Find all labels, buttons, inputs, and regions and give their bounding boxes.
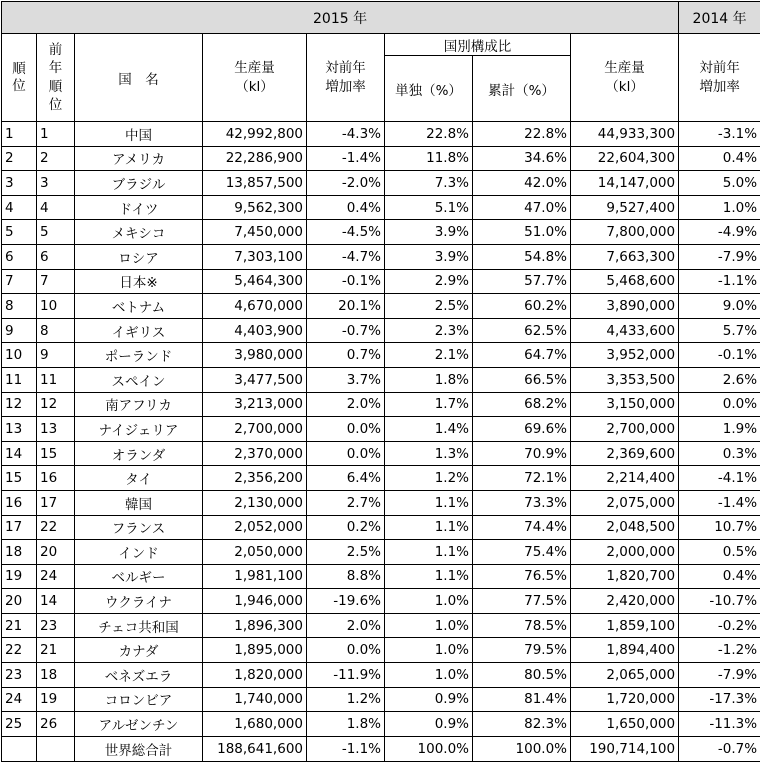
prev-rank-cell: 5 [37,220,75,245]
yoy-cell: 2.7% [307,490,385,515]
yoy-2014-cell: 0.4% [679,146,760,171]
share-single-cell: 1.0% [385,589,473,614]
header-prev-rank: 前 年 順 位 [37,34,75,122]
yoy-cell: -11.9% [307,663,385,688]
country-cell: インド [75,540,203,565]
share-single-cell: 2.1% [385,343,473,368]
production-2014-cell: 4,433,600 [571,318,679,343]
yoy-cell: -1.4% [307,146,385,171]
header-yoy-2015: 対前年 増加率 [307,34,385,122]
yoy-cell: -4.3% [307,122,385,147]
share-cumulative-cell: 78.5% [473,613,571,638]
yoy-cell: -4.7% [307,244,385,269]
share-single-cell: 2.3% [385,318,473,343]
share-cumulative-cell: 22.8% [473,122,571,147]
yoy-2014-cell: -4.1% [679,466,760,491]
rank-cell: 10 [2,343,37,368]
country-cell: チェコ共和国 [75,613,203,638]
yoy-cell: -4.5% [307,220,385,245]
rank-cell: 14 [2,441,37,466]
prev-rank-cell: 4 [37,195,75,220]
total-prev-rank-cell [37,736,75,762]
table-row [2,417,760,442]
yoy-2014-cell: -7.9% [679,244,760,269]
rank-cell: 3 [2,171,37,196]
country-cell: ベネズエラ [75,663,203,688]
prev-rank-cell: 3 [37,171,75,196]
header-production-2014: 生産量 （kl） [571,34,679,122]
rank-cell: 5 [2,220,37,245]
production-2014-cell: 1,650,000 [571,712,679,737]
table-row [2,195,760,220]
prev-rank-cell: 20 [37,540,75,565]
share-single-cell: 0.9% [385,712,473,737]
table-row [2,564,760,589]
yoy-cell: 1.2% [307,687,385,712]
production-2014-cell: 2,000,000 [571,540,679,565]
country-cell: オランダ [75,441,203,466]
production-cell: 1,895,000 [203,638,307,663]
prev-rank-cell: 23 [37,613,75,638]
total-production-cell: 188,641,600 [203,736,307,762]
rank-cell: 2 [2,146,37,171]
country-cell: ポーランド [75,343,203,368]
yoy-cell: 0.7% [307,343,385,368]
yoy-cell: 6.4% [307,466,385,491]
yoy-2014-cell: -11.3% [679,712,760,737]
rank-cell: 9 [2,318,37,343]
rank-cell: 4 [2,195,37,220]
yoy-cell: 0.2% [307,515,385,540]
yoy-2014-cell: 0.0% [679,392,760,417]
yoy-2014-cell: -10.7% [679,589,760,614]
share-single-cell: 3.9% [385,244,473,269]
production-cell: 9,562,300 [203,195,307,220]
production-2014-cell: 3,150,000 [571,392,679,417]
yoy-cell: -19.6% [307,589,385,614]
header-country: 国 名 [75,34,203,122]
yoy-2014-cell: -17.3% [679,687,760,712]
table-row [2,367,760,392]
yoy-cell: -0.1% [307,269,385,294]
production-2014-cell: 2,048,500 [571,515,679,540]
table-row [2,589,760,614]
share-single-cell: 1.0% [385,663,473,688]
yoy-2014-cell: -1.4% [679,490,760,515]
table-row [2,244,760,269]
yoy-2014-cell: 5.0% [679,171,760,196]
share-cumulative-cell: 66.5% [473,367,571,392]
share-cumulative-cell: 51.0% [473,220,571,245]
share-cumulative-cell: 70.9% [473,441,571,466]
production-cell: 3,213,000 [203,392,307,417]
yoy-cell: 2.5% [307,540,385,565]
total-yoy-cell: -1.1% [307,736,385,762]
rank-cell: 22 [2,638,37,663]
header-share-cumulative: 累計（%） [473,56,571,122]
share-cumulative-cell: 68.2% [473,392,571,417]
country-cell: ベトナム [75,294,203,319]
table-row [2,712,760,737]
yoy-2014-cell: -7.9% [679,663,760,688]
prev-rank-cell: 10 [37,294,75,319]
share-single-cell: 1.0% [385,638,473,663]
beer-production-table [1,1,760,762]
yoy-cell: 0.0% [307,417,385,442]
country-cell: ナイジェリア [75,417,203,442]
country-cell: ドイツ [75,195,203,220]
share-cumulative-cell: 77.5% [473,589,571,614]
share-cumulative-cell: 80.5% [473,663,571,688]
yoy-2014-cell: 5.7% [679,318,760,343]
total-rank-cell [2,736,37,762]
country-cell: 日本※ [75,269,203,294]
share-cumulative-cell: 69.6% [473,417,571,442]
header-share-single: 単独（%） [385,56,473,122]
share-cumulative-cell: 47.0% [473,195,571,220]
rank-cell: 8 [2,294,37,319]
production-2014-cell: 22,604,300 [571,146,679,171]
table-row [2,269,760,294]
yoy-2014-cell: 10.7% [679,515,760,540]
country-cell: タイ [75,466,203,491]
header-year-2015: 2015 年 [2,2,679,34]
yoy-2014-cell: 0.3% [679,441,760,466]
production-cell: 4,403,900 [203,318,307,343]
share-cumulative-cell: 79.5% [473,638,571,663]
table-row [2,638,760,663]
share-single-cell: 3.9% [385,220,473,245]
table-row [2,663,760,688]
production-2014-cell: 3,353,500 [571,367,679,392]
table-row [2,392,760,417]
prev-rank-cell: 13 [37,417,75,442]
production-cell: 22,286,900 [203,146,307,171]
production-cell: 2,356,200 [203,466,307,491]
prev-rank-cell: 8 [37,318,75,343]
production-cell: 1,680,000 [203,712,307,737]
share-single-cell: 1.1% [385,490,473,515]
production-2014-cell: 3,952,000 [571,343,679,368]
rank-cell: 21 [2,613,37,638]
share-single-cell: 1.3% [385,441,473,466]
yoy-cell: -0.7% [307,318,385,343]
share-cumulative-cell: 82.3% [473,712,571,737]
prev-rank-cell: 11 [37,367,75,392]
table-row [2,490,760,515]
table-row [2,540,760,565]
country-cell: ウクライナ [75,589,203,614]
prev-rank-cell: 24 [37,564,75,589]
share-cumulative-cell: 54.8% [473,244,571,269]
production-cell: 2,130,000 [203,490,307,515]
header-year-2014: 2014 年 [679,2,760,34]
header-production-2015: 生産量 （kl） [203,34,307,122]
prev-rank-cell: 7 [37,269,75,294]
yoy-cell: 0.0% [307,638,385,663]
country-cell: アメリカ [75,146,203,171]
yoy-cell: 0.4% [307,195,385,220]
production-cell: 2,050,000 [203,540,307,565]
share-single-cell: 1.8% [385,367,473,392]
production-cell: 1,820,000 [203,663,307,688]
production-2014-cell: 2,700,000 [571,417,679,442]
production-2014-cell: 1,820,700 [571,564,679,589]
header-share-group: 国別構成比 [385,34,571,56]
share-cumulative-cell: 42.0% [473,171,571,196]
production-cell: 1,981,100 [203,564,307,589]
share-single-cell: 1.1% [385,540,473,565]
country-cell: カナダ [75,638,203,663]
yoy-cell: 20.1% [307,294,385,319]
rank-cell: 1 [2,122,37,147]
country-cell: アルゼンチン [75,712,203,737]
production-2014-cell: 2,369,600 [571,441,679,466]
share-cumulative-cell: 72.1% [473,466,571,491]
rank-cell: 19 [2,564,37,589]
country-cell: ブラジル [75,171,203,196]
total-share-single-cell: 100.0% [385,736,473,762]
yoy-2014-cell: -1.2% [679,638,760,663]
production-2014-cell: 9,527,400 [571,195,679,220]
yoy-cell: 8.8% [307,564,385,589]
share-cumulative-cell: 73.3% [473,490,571,515]
table-row [2,220,760,245]
table-row [2,171,760,196]
production-2014-cell: 2,420,000 [571,589,679,614]
yoy-2014-cell: -0.1% [679,343,760,368]
yoy-2014-cell: 2.6% [679,367,760,392]
share-single-cell: 1.7% [385,392,473,417]
production-2014-cell: 1,720,000 [571,687,679,712]
yoy-2014-cell: 9.0% [679,294,760,319]
table-row [2,318,760,343]
production-cell: 1,946,000 [203,589,307,614]
production-cell: 2,370,000 [203,441,307,466]
table-row [2,122,760,147]
prev-rank-cell: 1 [37,122,75,147]
table-row [2,441,760,466]
prev-rank-cell: 26 [37,712,75,737]
production-cell: 1,740,000 [203,687,307,712]
rank-cell: 12 [2,392,37,417]
prev-rank-cell: 17 [37,490,75,515]
yoy-2014-cell: -3.1% [679,122,760,147]
share-single-cell: 5.1% [385,195,473,220]
prev-rank-cell: 18 [37,663,75,688]
production-cell: 42,992,800 [203,122,307,147]
production-cell: 3,980,000 [203,343,307,368]
country-cell: 中国 [75,122,203,147]
share-cumulative-cell: 75.4% [473,540,571,565]
rank-cell: 17 [2,515,37,540]
production-cell: 13,857,500 [203,171,307,196]
country-cell: 韓国 [75,490,203,515]
rank-cell: 24 [2,687,37,712]
production-2014-cell: 5,468,600 [571,269,679,294]
production-2014-cell: 3,890,000 [571,294,679,319]
rank-cell: 23 [2,663,37,688]
share-cumulative-cell: 60.2% [473,294,571,319]
country-cell: ベルギー [75,564,203,589]
share-single-cell: 2.9% [385,269,473,294]
country-cell: イギリス [75,318,203,343]
share-cumulative-cell: 57.7% [473,269,571,294]
country-cell: フランス [75,515,203,540]
share-single-cell: 1.1% [385,564,473,589]
share-cumulative-cell: 74.4% [473,515,571,540]
share-single-cell: 2.5% [385,294,473,319]
production-2014-cell: 1,894,400 [571,638,679,663]
prev-rank-cell: 16 [37,466,75,491]
prev-rank-cell: 6 [37,244,75,269]
country-cell: コロンビア [75,687,203,712]
rank-cell: 15 [2,466,37,491]
rank-cell: 13 [2,417,37,442]
total-yoy-2014-cell: -0.7% [679,736,760,762]
production-cell: 7,303,100 [203,244,307,269]
share-single-cell: 0.9% [385,687,473,712]
yoy-cell: 2.0% [307,392,385,417]
yoy-2014-cell: 1.0% [679,195,760,220]
table-row [2,294,760,319]
prev-rank-cell: 9 [37,343,75,368]
share-single-cell: 11.8% [385,146,473,171]
country-cell: 南アフリカ [75,392,203,417]
share-cumulative-cell: 81.4% [473,687,571,712]
share-single-cell: 1.0% [385,613,473,638]
rank-cell: 6 [2,244,37,269]
yoy-cell: 1.8% [307,712,385,737]
production-2014-cell: 2,075,000 [571,490,679,515]
prev-rank-cell: 2 [37,146,75,171]
rank-cell: 16 [2,490,37,515]
production-2014-cell: 7,800,000 [571,220,679,245]
rank-cell: 7 [2,269,37,294]
production-cell: 7,450,000 [203,220,307,245]
total-country-cell: 世界総合計 [75,736,203,762]
production-2014-cell: 1,859,100 [571,613,679,638]
share-cumulative-cell: 76.5% [473,564,571,589]
rank-cell: 11 [2,367,37,392]
yoy-2014-cell: -1.1% [679,269,760,294]
table-row [2,146,760,171]
share-single-cell: 7.3% [385,171,473,196]
share-single-cell: 22.8% [385,122,473,147]
rank-cell: 20 [2,589,37,614]
production-cell: 4,670,000 [203,294,307,319]
prev-rank-cell: 14 [37,589,75,614]
production-2014-cell: 14,147,000 [571,171,679,196]
total-share-cumulative-cell: 100.0% [473,736,571,762]
yoy-cell: -2.0% [307,171,385,196]
prev-rank-cell: 12 [37,392,75,417]
yoy-2014-cell: 0.5% [679,540,760,565]
production-2014-cell: 2,065,000 [571,663,679,688]
production-2014-cell: 44,933,300 [571,122,679,147]
share-cumulative-cell: 34.6% [473,146,571,171]
yoy-2014-cell: 0.4% [679,564,760,589]
total-production-2014-cell: 190,714,100 [571,736,679,762]
prev-rank-cell: 22 [37,515,75,540]
production-cell: 1,896,300 [203,613,307,638]
header-rank: 順 位 [2,34,37,122]
yoy-cell: 2.0% [307,613,385,638]
yoy-2014-cell: -4.9% [679,220,760,245]
prev-rank-cell: 15 [37,441,75,466]
table-row [2,515,760,540]
rank-cell: 18 [2,540,37,565]
table-row [2,343,760,368]
production-cell: 3,477,500 [203,367,307,392]
share-cumulative-cell: 64.7% [473,343,571,368]
header-yoy-2014: 対前年 増加率 [679,34,760,122]
total-row [2,736,760,762]
country-cell: スペイン [75,367,203,392]
prev-rank-cell: 21 [37,638,75,663]
production-cell: 5,464,300 [203,269,307,294]
yoy-cell: 0.0% [307,441,385,466]
share-cumulative-cell: 62.5% [473,318,571,343]
yoy-2014-cell: -0.2% [679,613,760,638]
production-cell: 2,052,000 [203,515,307,540]
share-single-cell: 1.4% [385,417,473,442]
table-row [2,687,760,712]
yoy-2014-cell: 1.9% [679,417,760,442]
production-2014-cell: 2,214,400 [571,466,679,491]
country-cell: メキシコ [75,220,203,245]
yoy-cell: 3.7% [307,367,385,392]
share-single-cell: 1.2% [385,466,473,491]
country-cell: ロシア [75,244,203,269]
share-single-cell: 1.1% [385,515,473,540]
prev-rank-cell: 19 [37,687,75,712]
production-cell: 2,700,000 [203,417,307,442]
table-row [2,466,760,491]
table-row [2,613,760,638]
production-2014-cell: 7,663,300 [571,244,679,269]
rank-cell: 25 [2,712,37,737]
